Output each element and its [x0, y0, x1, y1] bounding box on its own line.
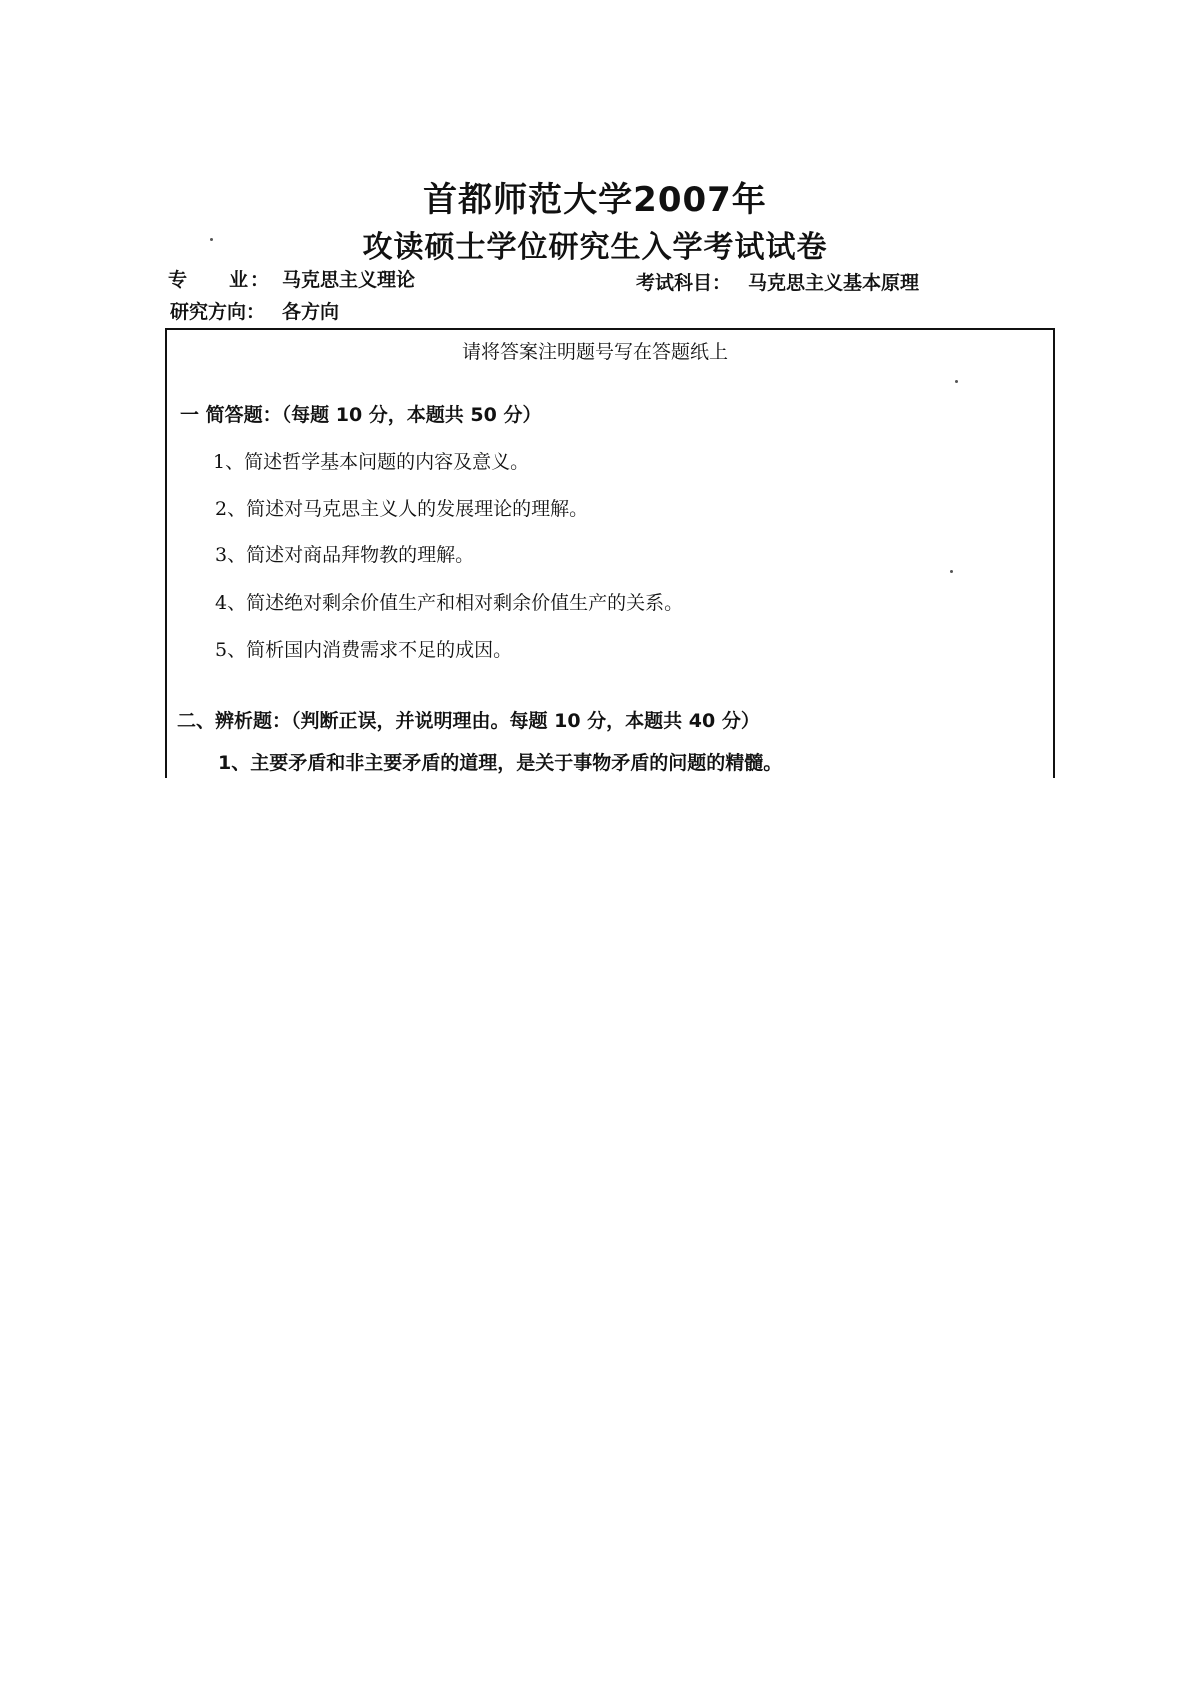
question-item: 5、简析国内消费需求不足的成因。: [215, 639, 513, 661]
question-item: 2、简述对马克思主义人的发展理论的理解。: [215, 498, 589, 520]
major-value: 马克思主义理论: [282, 269, 416, 291]
scan-speck: [210, 238, 213, 241]
scan-speck: [955, 380, 958, 383]
subject-label: 考试科目：: [636, 272, 732, 294]
section-heading-analysis: 二、辨析题：（判断正误，并说明理由。每题 10 分，本题共 40 分）: [177, 710, 760, 732]
direction-label: 研究方向：: [170, 301, 266, 323]
question-item: 3、简述对商品拜物教的理解。: [215, 544, 475, 566]
exam-title-line1: 首都师范大学2007年: [423, 180, 767, 220]
subject-value: 马克思主义基本原理: [748, 272, 920, 294]
direction-value: 各方向: [282, 301, 340, 323]
section-heading-short-answer: 一 简答题：（每题 10 分，本题共 50 分）: [180, 404, 542, 426]
scan-speck: [950, 570, 953, 573]
question-item: 4、简述绝对剩余价值生产和相对剩余价值生产的关系。: [215, 592, 684, 614]
answer-notice: 请将答案注明题号写在答题纸上: [461, 341, 728, 363]
exam-title-line2: 攻读硕士学位研究生入学考试试卷: [362, 230, 828, 265]
question-item: 1、主要矛盾和非主要矛盾的道理，是关于事物矛盾的问题的精髓。: [218, 752, 783, 774]
major-label: 专 业：: [168, 269, 272, 291]
question-item: 1、简述哲学基本问题的内容及意义。: [213, 451, 530, 473]
